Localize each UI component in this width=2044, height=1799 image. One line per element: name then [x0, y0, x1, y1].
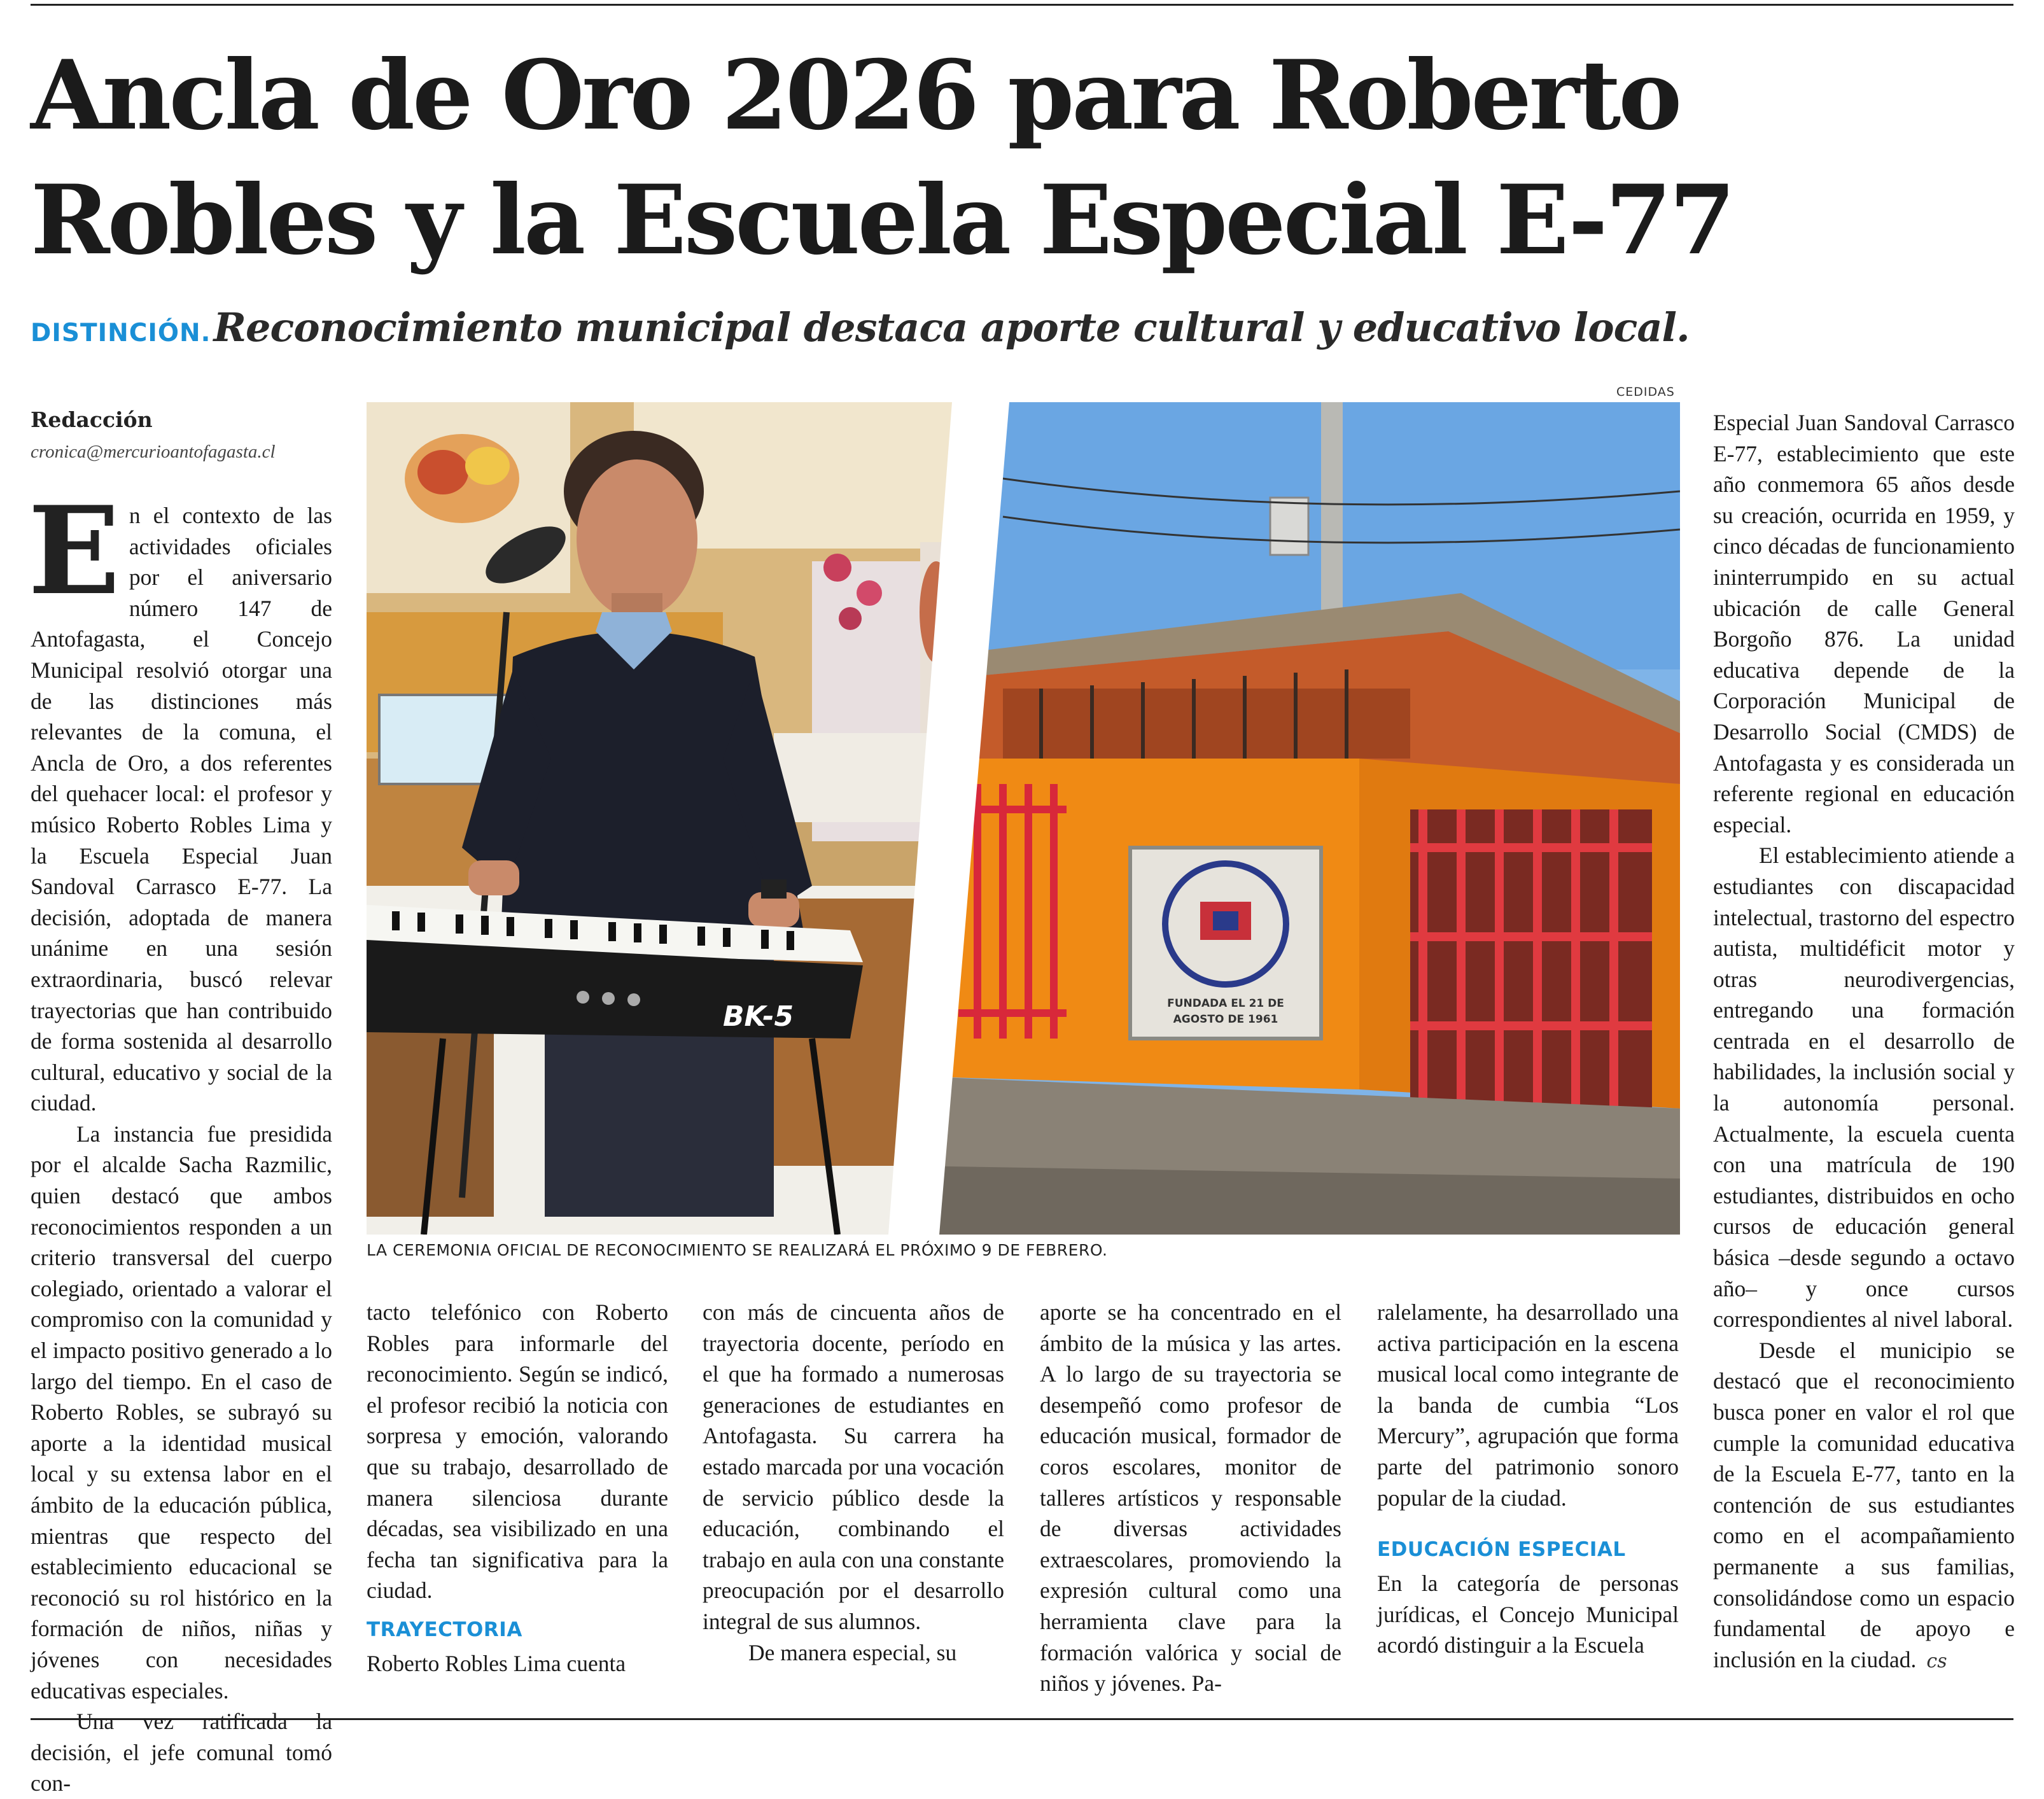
paragraph [1713, 1335, 2015, 1677]
subheadline [31, 304, 1717, 351]
deck: Reconocimiento municipal destaca aporte cultural y educativo local. [213, 304, 1690, 351]
keyboard-model-label: BK-5 [723, 1000, 794, 1033]
photo-caption: LA CEREMONIA OFICIAL DE RECONOCIMIENTO SE REALIZARÁ EL PRÓXIMO 9 DE FEBRERO. [367, 1241, 1108, 1259]
column-2 [367, 1297, 668, 1679]
paragraph-text: Desde el municipio se destacó que el reconocimiento busca poner en valor el rol que cumple la comunidad educativa de la Escuela E-77, tanto en la contención de sus estudiantes como en el acompañamiento permanente a sus familias, consolidándose como un espacio fundamental de apoyo e inclusión en la ciudad. [1713, 1337, 2015, 1672]
paragraph: En la categoría de personas jurídicas, el Concejo Municipal acordó distinguir a la Escuela [1377, 1571, 1679, 1658]
section-subhead-trayectoria: TRAYECTORIA [367, 1618, 522, 1641]
article-photo [367, 402, 1680, 1235]
end-mark-icon: cs [1926, 1649, 1947, 1672]
paragraph: Especial Juan Sandoval Carrasco E-77, establecimiento que este año conmemora 65 años desde su creación, ocurrida en 1959, y cinco décadas de funcionamiento ininterrumpido en su actual ubicación de calle General Borgoño 876. La unidad educativa depende de la Corporación Municipal de Desarrollo Social (CMDS) de Antofagasta y es considerada un referente regional en educación especial. [1713, 410, 2015, 837]
sign-founded-line-1: FUNDADA EL 21 DE [1167, 997, 1284, 1010]
paragraph: aporte se ha concentrado en el ámbito de la música y las artes. A lo largo de su trayectoria se desempeñó como profesor de educación musical, formador de coros escolares, monitor de talleres artísticos y responsable de diversas actividades extraescolares, promoviendo la expresión cultural como una herramienta clave para la formación valórica y social de niños y jóvenes. Pa- [1040, 1299, 1341, 1697]
sign-founded-line-2: AGOSTO DE 1961 [1173, 1013, 1278, 1026]
musician-photo [367, 402, 953, 1235]
paragraph-text: n el contexto de las actividades oficiales por el aniversario número 147 de Antofagasta, el Concejo Municipal resolvió otorgar una de las distinciones más relevantes de la comuna, el Ancla de Oro, a dos referentes del quehacer local: el profesor y músico Roberto Robles Lima y la Escuela Especial Juan Sandoval Carrasco E-77. La decisión, adoptada de manera unánime en una sesión extraordinaria, buscó relevar trayectorias que han contribuido de forma sostenida al desarrollo cultural, educativo y social de la ciudad. [31, 503, 332, 1116]
photo-composite [367, 402, 1680, 1235]
byline: Redacción [31, 407, 153, 432]
section-subhead-educacion-especial: EDUCACIÓN ESPECIAL [1377, 1538, 1626, 1562]
column-5 [1377, 1297, 1679, 1661]
kicker: DISTINCIÓN. [31, 319, 211, 347]
school-photo [901, 402, 1680, 1235]
paragraph: Roberto Robles Lima cuenta [367, 1650, 626, 1676]
column-3 [703, 1297, 1004, 1668]
top-rule [31, 4, 2013, 6]
paragraph: tacto telefónico con Roberto Robles para informarle del reconocimiento. Según se indicó, el profesor recibió la noticia con sorpresa y emoción, valorando que su trabajo, desarrollado de manera silenciosa durante décadas, sea visibilizado en una fecha tan significativa para la ciudad. [367, 1299, 668, 1604]
photo-credit: CEDIDAS [1616, 385, 1675, 399]
column-4 [1040, 1297, 1341, 1699]
paragraph: Una vez ratificada la decisión, el jefe comunal tomó con- [31, 1709, 332, 1796]
paragraph: El establecimiento atiende a estudiantes con discapacidad intelectual, trastorno del espectro autista, multidéficit motor y otras neurodivergencias, entregando una formación centrada en el desarrollo de habilidades, la inclusión social y la autonomía personal. Actualmente, la escuela cuenta con una matrícula de 190 estudiantes, distribuidos en ocho cursos de educación general básica –desde segundo a octavo año– y once cursos correspondientes al nivel laboral. [1713, 843, 2015, 1333]
paragraph: con más de cincuenta años de trayectoria docente, período en el que ha formado a numerosas generaciones de estudiantes en Antofagasta. Su carrera ha estado marcada por una vocación de servicio público desde la educación, combinando el trabajo en aula con una constante preocupación por el desarrollo integral de sus alumnos. [703, 1299, 1004, 1634]
paragraph: De manera especial, su [748, 1639, 957, 1665]
paragraph [28, 480, 332, 1119]
drop-cap: E [28, 480, 120, 622]
column-1 [28, 480, 332, 1799]
paragraph: La instancia fue presidida por el alcalde Sacha Razmilic, quien destacó que ambos reconocimientos responden a un criterio transversal del cuerpo colegiado, orientado a valorar el compromiso con la comunidad y el impacto positivo generado a lo largo del tiempo. En el caso de Roberto Robles, se subrayó su aporte a la identidad musical local y su extensa labor en el ámbito de la educación pública, mientras que respecto del establecimiento educacional se reconoció su rol histórico en la formación de niños, niñas y jóvenes con necesidades educativas especiales. [31, 1121, 332, 1704]
column-6 [1713, 407, 2015, 1677]
author-email[interactable]: cronica@mercurioantofagasta.cl [31, 442, 276, 462]
paragraph: ralelamente, ha desarrollado una activa participación en la escena musical local como integrante de la banda de cumbia “Los Mercury”, agrupación que forma parte del patrimonio sonoro popular de la ciudad. [1377, 1299, 1679, 1511]
bottom-rule [31, 1718, 2013, 1720]
headline: Ancla de Oro 2026 para Roberto Robles y la Escuela Especial E-77 [31, 39, 1733, 276]
